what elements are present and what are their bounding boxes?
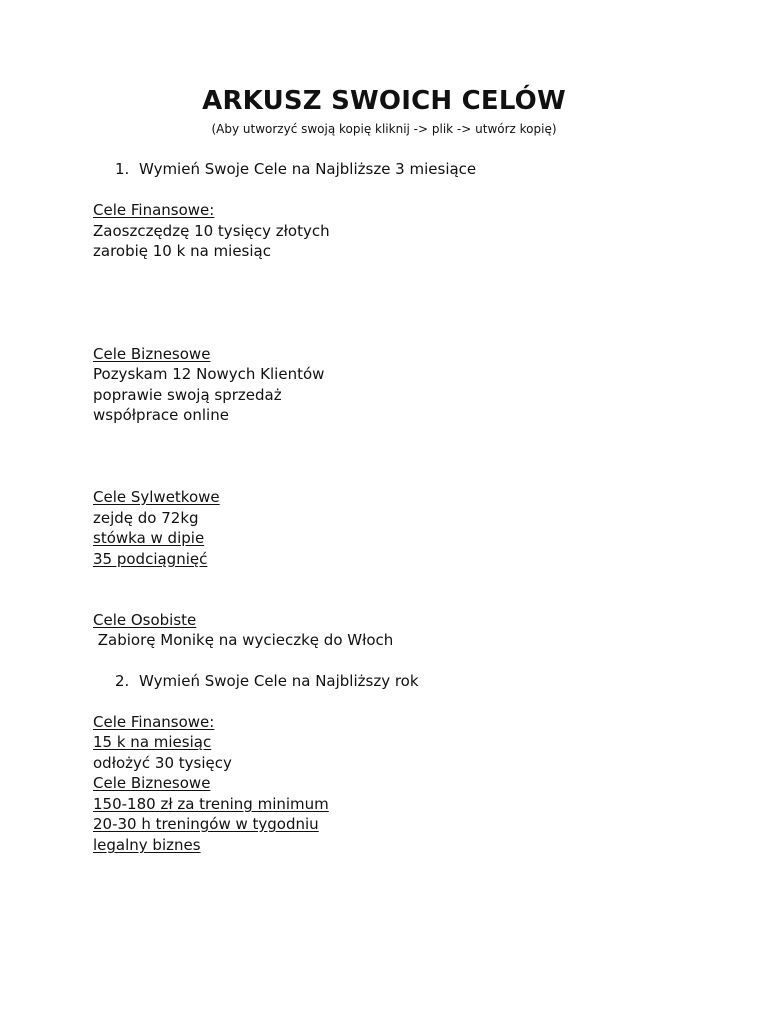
finance-goals-label: Cele Finansowe: (93, 201, 215, 219)
section-2-number: 2. (115, 672, 130, 690)
business-goal-item: współprace online (93, 406, 229, 424)
yearly-finance-goal-item: 15 k na miesiąc (93, 733, 212, 751)
section-1-number: 1. (115, 160, 130, 178)
finance-goal-item: zarobię 10 k na miesiąc (93, 242, 271, 260)
body-goal-item: stówka w dipie (93, 529, 205, 547)
document-title: ARKUSZ SWOICH CELÓW (202, 86, 566, 116)
business-goal-item: Pozyskam 12 Nowych Klientów (93, 365, 325, 383)
body-goals-label: Cele Sylwetkowe (93, 488, 220, 506)
yearly-finance-goals-label: Cele Finansowe: (93, 713, 215, 731)
yearly-finance-goal-item: odłożyć 30 tysięcy (93, 754, 232, 772)
personal-goal-item: Zabiorę Monikę na wycieczkę do Włoch (93, 631, 394, 649)
finance-goal-item: Zaoszczędzę 10 tysięcy złotych (93, 222, 330, 240)
business-goals-label: Cele Biznesowe (93, 345, 211, 363)
body-goal-item: zejdę do 72kg (93, 509, 199, 527)
yearly-business-goal-item: 20-30 h treningów w tygodniu (93, 815, 319, 833)
yearly-business-goals-label: Cele Biznesowe (93, 774, 211, 792)
document-subtitle: (Aby utworzyć swoją kopię kliknij -> plik -> utwórz kopię) (211, 122, 557, 136)
section-2-heading: Wymień Swoje Cele na Najbliższy rok (139, 672, 419, 690)
body-goal-item: 35 podciągnięć (93, 550, 208, 568)
yearly-business-goal-item: 150-180 zł za trening minimum (93, 795, 329, 813)
business-goal-item: poprawie swoją sprzedaż (93, 386, 282, 404)
yearly-business-goal-item: legalny biznes (93, 836, 201, 854)
personal-goals-label: Cele Osobiste (93, 611, 197, 629)
section-1-heading: Wymień Swoje Cele na Najbliższe 3 miesiące (139, 160, 477, 178)
